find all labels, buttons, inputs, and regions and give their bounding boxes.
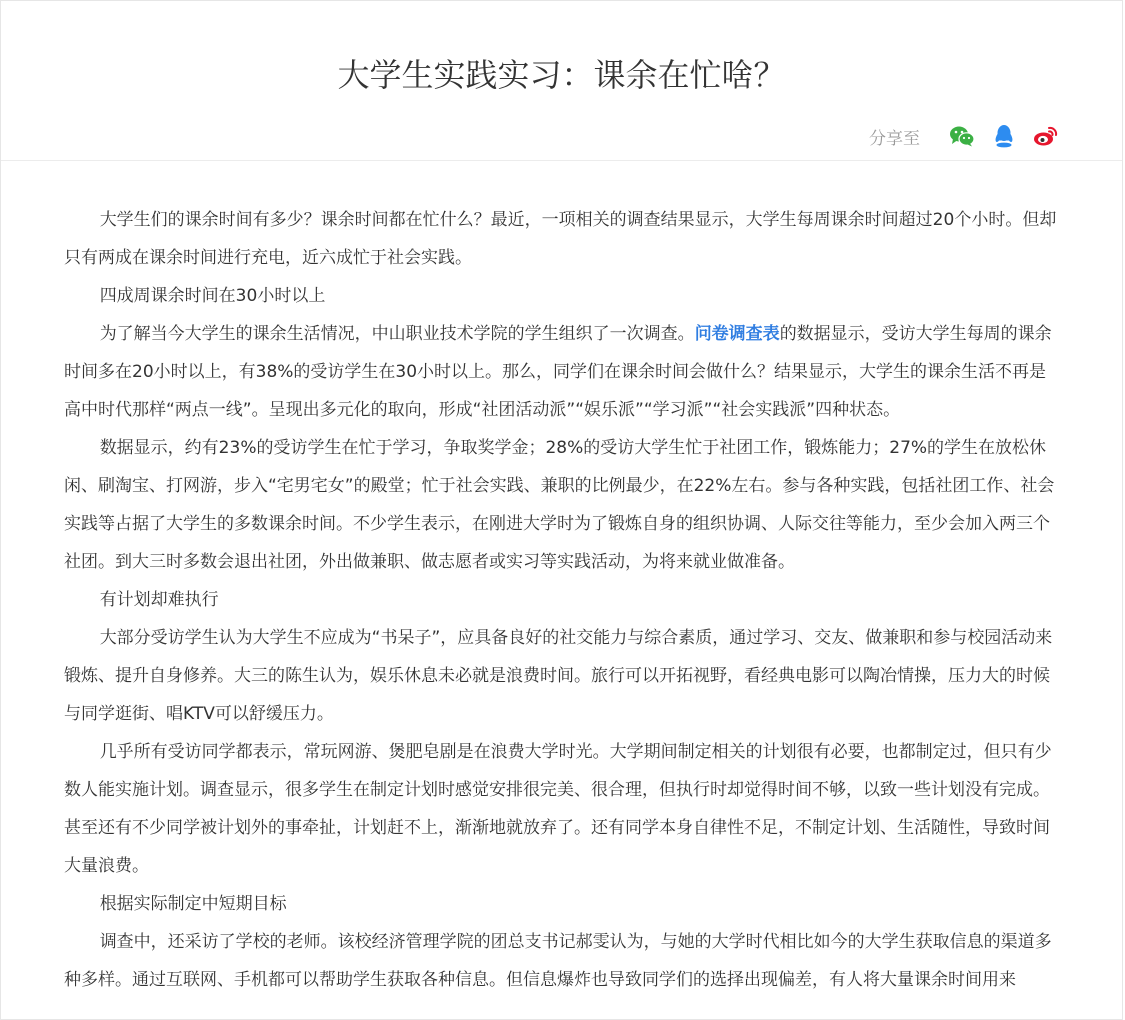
article-title: 大学生实践实习：课余在忙啥？ <box>337 56 786 94</box>
share-wechat-button[interactable] <box>948 122 976 150</box>
article-body <box>64 201 1060 999</box>
share-weibo-button[interactable] <box>1032 122 1060 150</box>
paragraph-text: 的数据显示，受访大学生每周的课余时间多在20小时以上，有38%的受访学生在30小时以上。那么，同学们在课余时间会做什么？结果显示，大学生的课余生活不再是高中时代那样“两点一线”。呈现出多元化的取向，形成“社团活动派”“娱乐派”“学习派”“社会实践派”四种状态。 <box>64 324 1052 420</box>
article-header <box>1 1 1122 161</box>
share-qq-button[interactable] <box>990 122 1018 150</box>
article-paragraph: 数据显示，约有23%的受访学生在忙于学习，争取奖学金；28%的受访大学生忙于社团工作，锻炼能力；27%的学生在放松休闲、刷淘宝、打网游，步入“宅男宅女”的殿堂；忙于社会实践、兼职的比例最少，在22%左右。参与各种实践，包括社团工作、社会实践等占据了大学生的多数课余时间。不少学生表示，在刚进大学时为了锻炼自身的组织协调、人际交往等能力，至少会加入两三个社团。到大三时多数会退出社团，外出做兼职、做志愿者或实习等实践活动，为将来就业做准备。 <box>64 438 1055 572</box>
share-bar <box>869 121 1060 151</box>
article-paragraph: 大部分受访学生认为大学生不应成为“书呆子”，应具备良好的社交能力与综合素质，通过学习、交友、做兼职和参与校园活动来锻炼、提升自身修养。大三的陈生认为，娱乐休息未必就是浪费时间。旅行可以开拓视野，看经典电影可以陶冶情操，压力大的时候与同学逛街、唱KTV可以舒缓压力。 <box>64 628 1053 724</box>
section-heading: 根据实际制定中短期目标 <box>99 894 287 914</box>
article-paragraph: 调查中，还采访了学校的老师。该校经济管理学院的团总支书记郝雯认为，与她的大学时代相比如今的大学生获取信息的渠道多种多样。通过互联网、手机都可以帮助学生获取各种信息。但信息爆炸也导致同学们的选择出现偏差，有人将大量课余时间用来 <box>64 932 1052 990</box>
article-paragraph: 大学生们的课余时间有多少？课余时间都在忙什么？最近，一项相关的调查结果显示，大学生每周课余时间超过20个小时。但却只有两成在课余时间进行充电，近六成忙于社会实践。 <box>64 210 1057 268</box>
share-label: 分享至 <box>869 128 920 149</box>
wechat-icon <box>949 125 975 147</box>
paragraph-text: 为了解当今大学生的课余生活情况，中山职业技术学院的学生组织了一次调查。 <box>99 324 695 344</box>
article-paragraph: 几乎所有受访同学都表示，常玩网游、煲肥皂剧是在浪费大学时光。大学期间制定相关的计划很有必要，也都制定过，但只有少数人能实施计划。调查显示，很多学生在制定计划时感觉安排很完美、很合理，但执行时却觉得时间不够，以致一些计划没有完成。甚至还有不少同学被计划外的事牵扯，计划赶不上，渐渐地就放弃了。还有同学本身自律性不足，不制定计划、生活随性，导致时间大量浪费。 <box>64 742 1052 876</box>
qq-icon <box>993 124 1015 148</box>
article-paragraph <box>64 315 1060 429</box>
section-heading: 四成周课余时间在30小时以上 <box>99 286 326 306</box>
questionnaire-link[interactable]: 问卷调查表 <box>694 324 780 344</box>
section-heading: 有计划却难执行 <box>99 590 219 610</box>
weibo-icon <box>1033 125 1059 147</box>
